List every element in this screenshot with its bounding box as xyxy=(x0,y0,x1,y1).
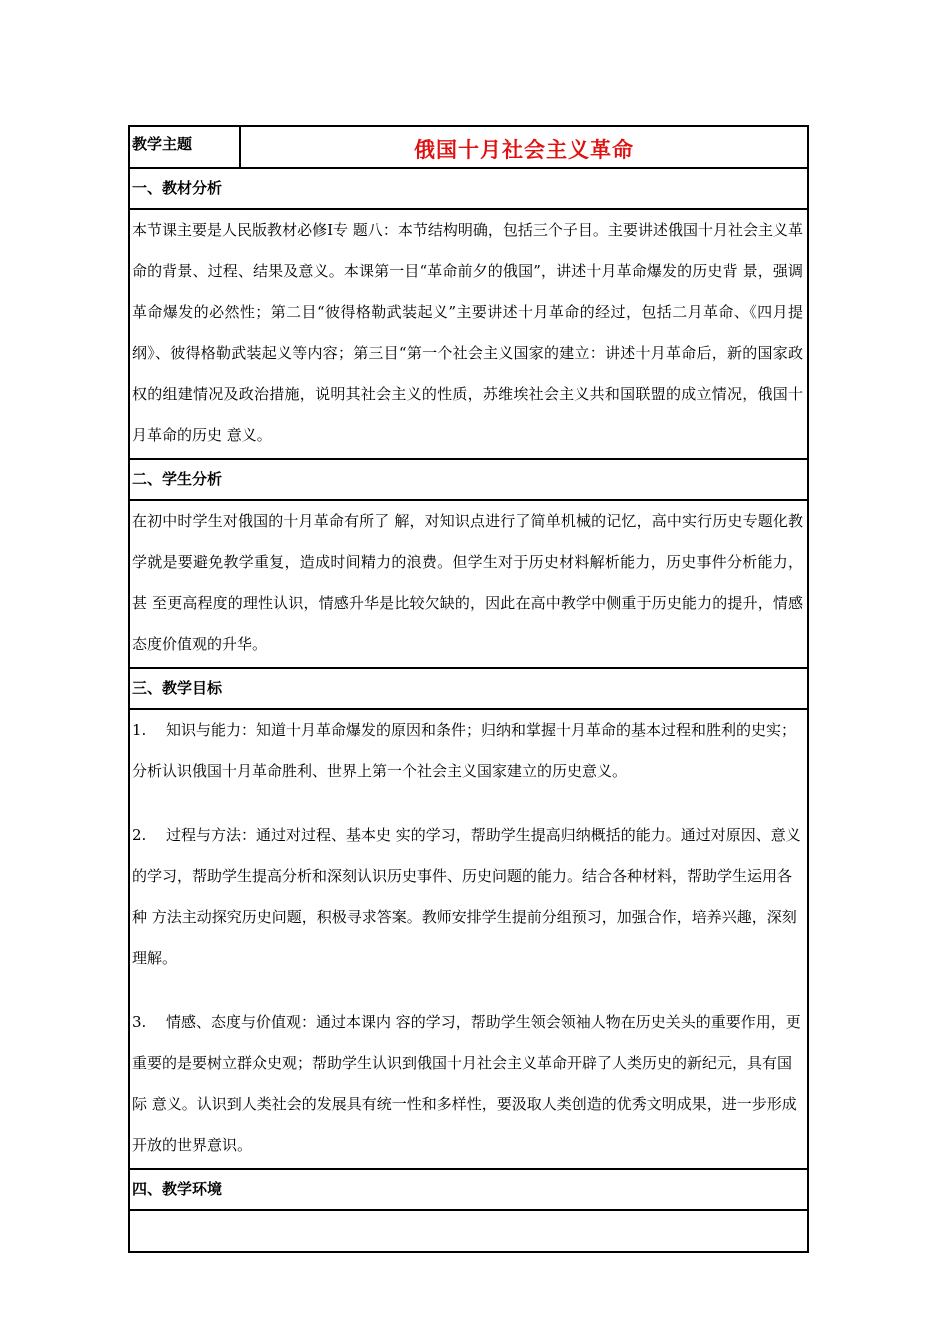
objective-number: 2. xyxy=(132,826,147,844)
section-heading-students: 二、学生分析 xyxy=(130,460,807,501)
section-heading-objectives: 三、教学目标 xyxy=(130,669,807,710)
objective-item xyxy=(130,710,807,792)
student-analysis-text: 在初中时学生对俄国的十月革命有所了 解，对知识点进行了简单机械的记忆，高中实行历史专题化教学就是要避免教学重复，造成时间精力的浪费。但学生对于历史材料解析能力，历史事件分析能力，甚 至更高程度的理性认识，情感升华是比较欠缺的，因此在高中教学中侧重于历史能力的提升，情感态度价值观的升华。 xyxy=(130,501,807,669)
objective-text: 过程与方法：通过对过程、基本史 实的学习，帮助学生提高归纳概括的能力。通过对原因、意义的学习，帮助学生提高分析和深刻认识历史事件、历史问题的能力。结合各种材料，帮助学生运用各种 方法主动探究历史问题，积极寻求答案。教师安排学生提前分组预习，加强合作，培养兴趣，深刻理解。 xyxy=(132,826,801,967)
section-heading-environment: 四、教学环境 xyxy=(130,1170,807,1211)
objectives-list xyxy=(130,710,807,1170)
title-row xyxy=(130,127,807,169)
objective-item xyxy=(130,1002,807,1166)
objective-number: 3. xyxy=(132,1013,147,1031)
topic-label: 教学主题 xyxy=(130,127,241,167)
objective-text: 情感、态度与价值观：通过本课内 容的学习，帮助学生领会领袖人物在历史关头的重要作用，更重要的是要树立群众史观；帮助学生认识到俄国十月社会主义革命开辟了人类历史的新纪元，具有国际 意义。认识到人类社会的发展具有统一性和多样性，要汲取人类创造的优秀文明成果，进一步形成开放的世界意识。 xyxy=(132,1013,801,1154)
environment-content xyxy=(130,1211,807,1251)
lesson-title: 俄国十月社会主义革命 xyxy=(414,137,634,162)
objective-text: 知识与能力：知道十月革命爆发的原因和条件；归纳和掌握十月革命的基本过程和胜利的史实；分析认识俄国十月革命胜利、世界上第一个社会主义国家建立的历史意义。 xyxy=(132,721,797,780)
textbook-analysis-text: 本节课主要是人民版教材必修Ⅰ专 题八：本节结构明确，包括三个子目。主要讲述俄国十月社会主义革命的背景、过程、结果及意义。本课第一目“革命前夕的俄国”，讲述十月革命爆发的历史背 景，强调革命爆发的必然性；第二目“彼得格勒武装起义”主要讲述十月革命的经过，包括二月革命、《四月提纲》、彼得格勒武装起义等内容；第三目“第一个社会主义国家的建立：讲述十月革命后，新的国家政权的组建情况及政治措施，说明其社会主义的性质，苏维埃社会主义共和国联盟的成立情况，俄国十月革命的历史 意义。 xyxy=(130,210,807,460)
lesson-plan-table xyxy=(128,125,809,1253)
objective-number: 1. xyxy=(132,721,147,739)
section-heading-textbook: 一、教材分析 xyxy=(130,169,807,210)
objective-item xyxy=(130,815,807,979)
